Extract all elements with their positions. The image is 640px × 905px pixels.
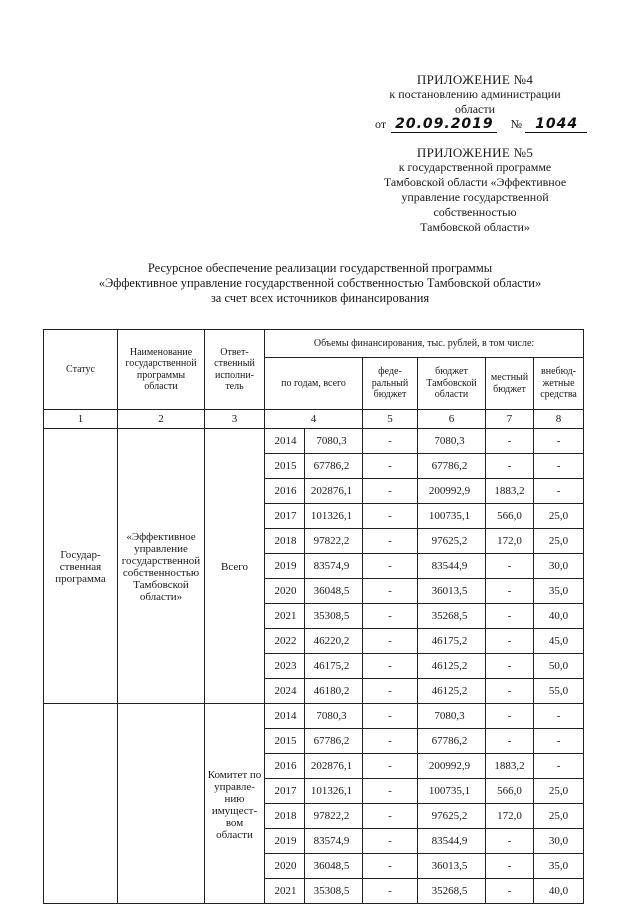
date-underline	[391, 132, 497, 133]
year-cell: 2018	[265, 804, 305, 829]
extra-cell: 25,0	[534, 804, 584, 829]
year-cell: 2020	[265, 579, 305, 604]
regional-cell: 7080,3	[418, 429, 486, 454]
local-cell: -	[486, 604, 534, 629]
extra-cell: 25,0	[534, 779, 584, 804]
year-cell: 2024	[265, 679, 305, 704]
handwritten-number: 1044	[535, 116, 579, 132]
federal-cell: -	[363, 829, 418, 854]
federal-cell: -	[363, 629, 418, 654]
total-cell: 46175,2	[305, 654, 363, 679]
total-cell: 46180,2	[305, 679, 363, 704]
status-cell	[44, 704, 118, 904]
local-cell: 566,0	[486, 504, 534, 529]
regional-cell: 46125,2	[418, 679, 486, 704]
federal-cell: -	[363, 704, 418, 729]
local-cell: -	[486, 454, 534, 479]
year-cell: 2021	[265, 879, 305, 904]
number-underline	[525, 132, 587, 133]
federal-cell: -	[363, 804, 418, 829]
extra-cell: -	[534, 729, 584, 754]
total-cell: 97822,2	[305, 804, 363, 829]
local-cell: -	[486, 879, 534, 904]
year-cell: 2016	[265, 479, 305, 504]
total-cell: 101326,1	[305, 779, 363, 804]
header-federal-budget: феде-ральный бюджет	[363, 358, 418, 410]
extra-cell: 30,0	[534, 829, 584, 854]
extra-cell: 55,0	[534, 679, 584, 704]
col-number: 8	[534, 410, 584, 429]
federal-cell: -	[363, 779, 418, 804]
regional-cell: 67786,2	[418, 454, 486, 479]
local-cell: -	[486, 704, 534, 729]
header-regional-budget: бюджет Тамбовской области	[418, 358, 486, 410]
appendix-5-line: управление государственной	[401, 190, 549, 204]
local-cell: -	[486, 854, 534, 879]
total-cell: 202876,1	[305, 479, 363, 504]
appendix-4-line: к постановлению администрации	[389, 87, 561, 101]
column-number-row	[44, 410, 584, 429]
decree-date-line	[375, 116, 578, 132]
appendix-5-line: Тамбовской области»	[420, 220, 530, 234]
federal-cell: -	[363, 854, 418, 879]
total-cell: 202876,1	[305, 754, 363, 779]
federal-cell: -	[363, 604, 418, 629]
year-cell: 2021	[265, 604, 305, 629]
total-cell: 83574,9	[305, 554, 363, 579]
total-cell: 46220,2	[305, 629, 363, 654]
federal-cell: -	[363, 679, 418, 704]
regional-cell: 97625,2	[418, 529, 486, 554]
extra-cell: 45,0	[534, 629, 584, 654]
federal-cell: -	[363, 479, 418, 504]
year-cell: 2016	[265, 754, 305, 779]
appendix-4-block	[355, 72, 595, 117]
extra-cell: -	[534, 479, 584, 504]
appendix-5-line: Тамбовской области «Эффективное	[383, 175, 567, 189]
local-cell: 1883,2	[486, 479, 534, 504]
total-cell: 7080,3	[305, 704, 363, 729]
extra-cell: -	[534, 429, 584, 454]
regional-cell: 83544,9	[418, 554, 486, 579]
header-total-by-years: по годам, всего	[265, 358, 363, 410]
appendix-5-line: собственностью	[433, 205, 517, 219]
regional-cell: 36013,5	[418, 854, 486, 879]
year-cell: 2017	[265, 504, 305, 529]
regional-cell: 35268,5	[418, 604, 486, 629]
federal-cell: -	[363, 879, 418, 904]
regional-cell: 100735,1	[418, 779, 486, 804]
federal-cell: -	[363, 529, 418, 554]
total-cell: 67786,2	[305, 729, 363, 754]
year-cell: 2015	[265, 729, 305, 754]
document-heading	[50, 261, 590, 306]
extra-cell: -	[534, 454, 584, 479]
header-local-budget: местный бюджет	[486, 358, 534, 410]
extra-cell: -	[534, 704, 584, 729]
extra-cell: 50,0	[534, 654, 584, 679]
local-cell: -	[486, 679, 534, 704]
total-cell: 7080,3	[305, 429, 363, 454]
header-extra-budget: внебюд-жетные средства	[534, 358, 584, 410]
appendix-5-line: к государственной программе	[398, 160, 552, 174]
regional-cell: 35268,5	[418, 879, 486, 904]
extra-cell: 25,0	[534, 529, 584, 554]
header-responsible: Ответ-ственный исполни-тель	[205, 330, 265, 410]
year-cell: 2019	[265, 829, 305, 854]
federal-cell: -	[363, 429, 418, 454]
federal-cell: -	[363, 579, 418, 604]
heading-line: «Эффективное управление государственной собственностью Тамбовской области»	[98, 276, 542, 290]
regional-cell: 46175,2	[418, 629, 486, 654]
program-name-cell: «Эффективное управление государственной собственностью Тамбовской области»	[118, 429, 205, 704]
regional-cell: 36013,5	[418, 579, 486, 604]
federal-cell: -	[363, 554, 418, 579]
local-cell: -	[486, 729, 534, 754]
appendix-5-title: ПРИЛОЖЕНИЕ №5	[416, 145, 534, 160]
extra-cell: -	[534, 754, 584, 779]
appendix-4-line: области	[454, 102, 496, 116]
total-cell: 35308,5	[305, 604, 363, 629]
heading-line: за счет всех источников финансирования	[210, 291, 430, 305]
regional-cell: 7080,3	[418, 704, 486, 729]
extra-cell: 40,0	[534, 879, 584, 904]
local-cell: -	[486, 579, 534, 604]
federal-cell: -	[363, 504, 418, 529]
year-cell: 2015	[265, 454, 305, 479]
local-cell: 172,0	[486, 529, 534, 554]
local-cell: -	[486, 654, 534, 679]
extra-cell: 30,0	[534, 554, 584, 579]
federal-cell: -	[363, 654, 418, 679]
year-cell: 2018	[265, 529, 305, 554]
responsible-cell: Комитет по управле-нию имущест-вом области	[205, 704, 265, 904]
local-cell: 172,0	[486, 804, 534, 829]
regional-cell: 97625,2	[418, 804, 486, 829]
total-cell: 97822,2	[305, 529, 363, 554]
regional-cell: 100735,1	[418, 504, 486, 529]
col-number: 5	[363, 410, 418, 429]
local-cell: -	[486, 429, 534, 454]
regional-cell: 67786,2	[418, 729, 486, 754]
funding-table	[43, 329, 584, 904]
year-cell: 2014	[265, 429, 305, 454]
header-program-name: Наименование государственной программы области	[118, 330, 205, 410]
header-status: Статус	[44, 330, 118, 410]
regional-cell: 200992,9	[418, 754, 486, 779]
col-number: 4	[265, 410, 363, 429]
local-cell: -	[486, 829, 534, 854]
heading-line: Ресурсное обеспечение реализации государственной программы	[147, 261, 493, 275]
regional-cell: 83544,9	[418, 829, 486, 854]
header-funding-volumes: Объемы финансирования, тыс. рублей, в том числе:	[265, 330, 584, 358]
year-cell: 2022	[265, 629, 305, 654]
col-number: 1	[44, 410, 118, 429]
local-cell: 1883,2	[486, 754, 534, 779]
col-number: 2	[118, 410, 205, 429]
date-prefix: от	[375, 117, 387, 131]
col-number: 3	[205, 410, 265, 429]
regional-cell: 200992,9	[418, 479, 486, 504]
number-sign: №	[510, 117, 523, 131]
total-cell: 36048,5	[305, 579, 363, 604]
year-cell: 2019	[265, 554, 305, 579]
year-cell: 2014	[265, 704, 305, 729]
total-cell: 36048,5	[305, 854, 363, 879]
local-cell: 566,0	[486, 779, 534, 804]
federal-cell: -	[363, 729, 418, 754]
total-cell: 67786,2	[305, 454, 363, 479]
total-cell: 35308,5	[305, 879, 363, 904]
appendix-5-block	[355, 145, 595, 235]
total-cell: 83574,9	[305, 829, 363, 854]
handwritten-date: 20.09.2019	[395, 116, 494, 132]
year-cell: 2023	[265, 654, 305, 679]
federal-cell: -	[363, 454, 418, 479]
local-cell: -	[486, 629, 534, 654]
federal-cell: -	[363, 754, 418, 779]
local-cell: -	[486, 554, 534, 579]
table-row	[44, 704, 584, 729]
total-cell: 101326,1	[305, 504, 363, 529]
year-cell: 2020	[265, 854, 305, 879]
col-number: 7	[486, 410, 534, 429]
appendix-4-title: ПРИЛОЖЕНИЕ №4	[416, 72, 534, 87]
status-cell: Государ-ственная программа	[44, 429, 118, 704]
extra-cell: 35,0	[534, 854, 584, 879]
program-name-cell	[118, 704, 205, 904]
regional-cell: 46125,2	[418, 654, 486, 679]
extra-cell: 40,0	[534, 604, 584, 629]
responsible-cell: Всего	[205, 429, 265, 704]
col-number: 6	[418, 410, 486, 429]
table-row	[44, 429, 584, 454]
year-cell: 2017	[265, 779, 305, 804]
extra-cell: 35,0	[534, 579, 584, 604]
extra-cell: 25,0	[534, 504, 584, 529]
